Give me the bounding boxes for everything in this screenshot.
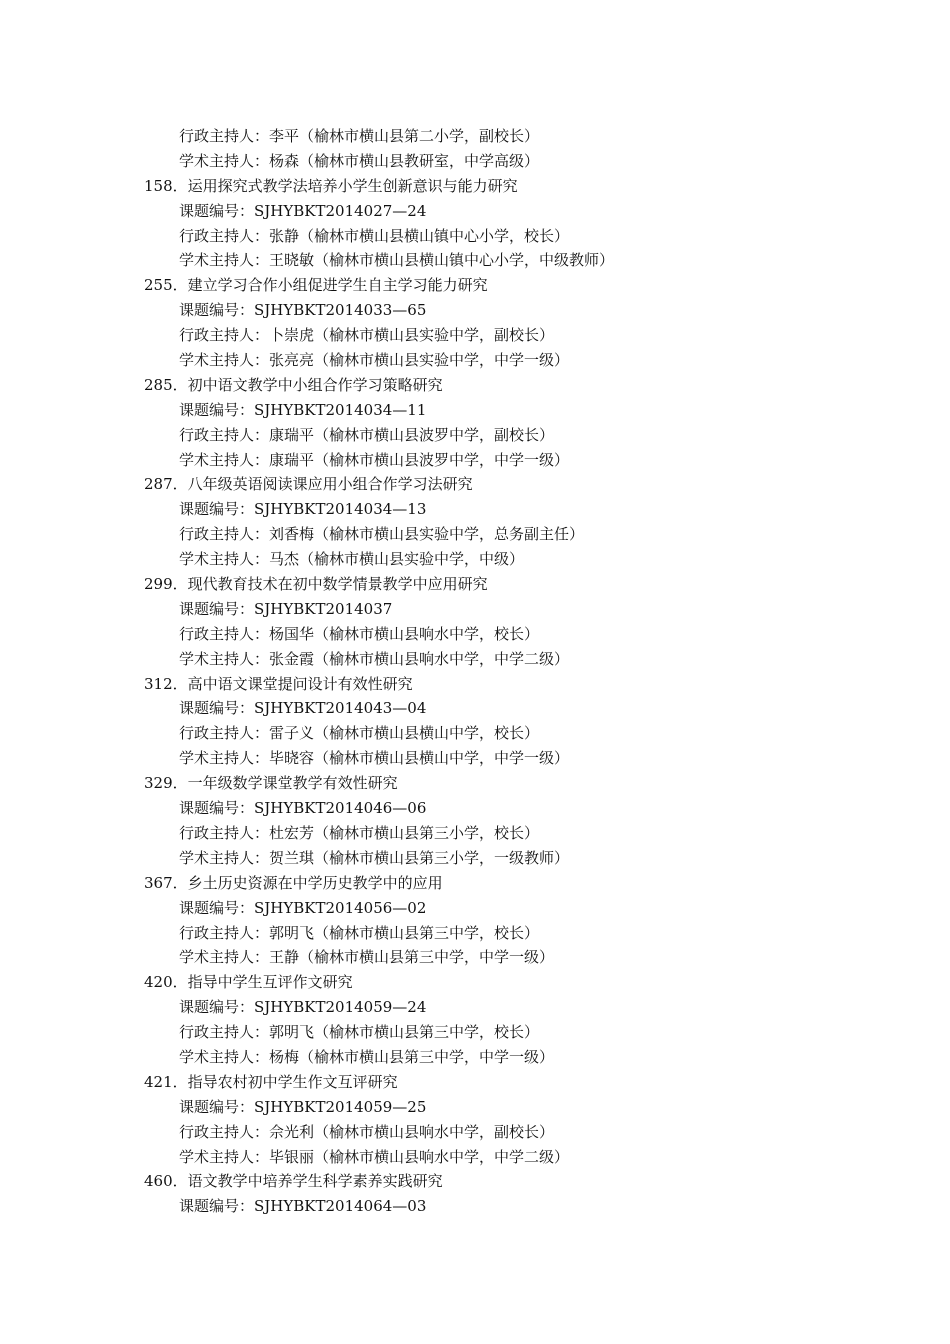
academic-host: 学术主持人：毕晓容（榆林市横山县横山中学，中学一级） bbox=[179, 749, 570, 768]
academic-host: 学术主持人：王晓敏（榆林市横山县横山镇中心小学，中级教师） bbox=[179, 251, 615, 270]
academic-host: 学术主持人：张亮亮（榆林市横山县实验中学，中学一级） bbox=[179, 351, 570, 370]
admin-host: 行政主持人：雷子义（榆林市横山县横山中学，校长） bbox=[179, 724, 540, 743]
academic-host: 学术主持人：贺兰琪（榆林市横山县第三小学，一级教师） bbox=[179, 848, 570, 867]
academic-host: 学术主持人：张金霞（榆林市横山县响水中学，中学二级） bbox=[179, 649, 570, 668]
admin-host: 行政主持人：张静（榆林市横山县横山镇中心小学，校长） bbox=[179, 226, 570, 245]
project-code: 课题编号：SJHYBKT2014059—25 bbox=[179, 1097, 427, 1116]
project-title: 421．指导农村初中学生作文互评研究 bbox=[144, 1072, 398, 1091]
project-title: 460．语文教学中培养学生科学素养实践研究 bbox=[144, 1172, 443, 1191]
academic-host: 学术主持人：杨森（榆林市横山县教研室，中学高级） bbox=[179, 151, 540, 170]
project-title: 287．八年级英语阅读课应用小组合作学习法研究 bbox=[144, 475, 473, 494]
project-code: 课题编号：SJHYBKT2014064—03 bbox=[179, 1197, 427, 1216]
admin-host: 行政主持人：李平（榆林市横山县第二小学，副校长） bbox=[179, 127, 540, 145]
project-title: 255．建立学习合作小组促进学生自主学习能力研究 bbox=[144, 276, 488, 295]
admin-host: 行政主持人：杜宏芳（榆林市横山县第三小学，校长） bbox=[179, 823, 540, 842]
project-title: 420．指导中学生互评作文研究 bbox=[144, 973, 353, 992]
project-title: 312．高中语文课堂提问设计有效性研究 bbox=[144, 674, 413, 693]
project-title: 158．运用探究式教学法培养小学生创新意识与能力研究 bbox=[144, 176, 518, 195]
academic-host: 学术主持人：马杰（榆林市横山县实验中学，中级） bbox=[179, 550, 525, 569]
project-code: 课题编号：SJHYBKT2014033—65 bbox=[179, 301, 427, 320]
admin-host: 行政主持人：杨国华（榆林市横山县响水中学，校长） bbox=[179, 624, 540, 643]
project-code: 课题编号：SJHYBKT2014056—02 bbox=[179, 898, 427, 917]
project-title: 329．一年级数学课堂教学有效性研究 bbox=[144, 774, 398, 793]
project-code: 课题编号：SJHYBKT2014034—11 bbox=[179, 400, 427, 419]
project-code: 课题编号：SJHYBKT2014046—06 bbox=[179, 799, 427, 818]
project-title: 367．乡土历史资源在中学历史教学中的应用 bbox=[144, 873, 443, 892]
project-title: 299．现代教育技术在初中数学情景教学中应用研究 bbox=[144, 575, 488, 594]
project-code: 课题编号：SJHYBKT2014037 bbox=[179, 599, 393, 618]
admin-host: 行政主持人：佘光利（榆林市横山县响水中学，副校长） bbox=[179, 1122, 555, 1141]
project-code: 课题编号：SJHYBKT2014034—13 bbox=[179, 500, 427, 519]
project-code: 课题编号：SJHYBKT2014059—24 bbox=[179, 998, 427, 1017]
admin-host: 行政主持人：郭明飞（榆林市横山县第三中学，校长） bbox=[179, 1023, 540, 1042]
academic-host: 学术主持人：毕银丽（榆林市横山县响水中学，中学二级） bbox=[179, 1147, 570, 1166]
admin-host: 行政主持人：康瑞平（榆林市横山县波罗中学，副校长） bbox=[179, 425, 555, 444]
admin-host: 行政主持人：卜崇虎（榆林市横山县实验中学，副校长） bbox=[179, 326, 555, 345]
academic-host: 学术主持人：王静（榆林市横山县第三中学，中学一级） bbox=[179, 948, 555, 967]
document-body bbox=[144, 124, 904, 1219]
admin-host: 行政主持人：刘香梅（榆林市横山县实验中学，总务副主任） bbox=[179, 525, 585, 544]
academic-host: 学术主持人：康瑞平（榆林市横山县波罗中学，中学一级） bbox=[179, 450, 570, 469]
project-code: 课题编号：SJHYBKT2014027—24 bbox=[179, 201, 427, 220]
admin-host: 行政主持人：郭明飞（榆林市横山县第三中学，校长） bbox=[179, 923, 540, 942]
project-code: 课题编号：SJHYBKT2014043—04 bbox=[179, 699, 427, 718]
academic-host: 学术主持人：杨梅（榆林市横山县第三中学，中学一级） bbox=[179, 1047, 555, 1066]
project-title: 285．初中语文教学中小组合作学习策略研究 bbox=[144, 375, 443, 394]
